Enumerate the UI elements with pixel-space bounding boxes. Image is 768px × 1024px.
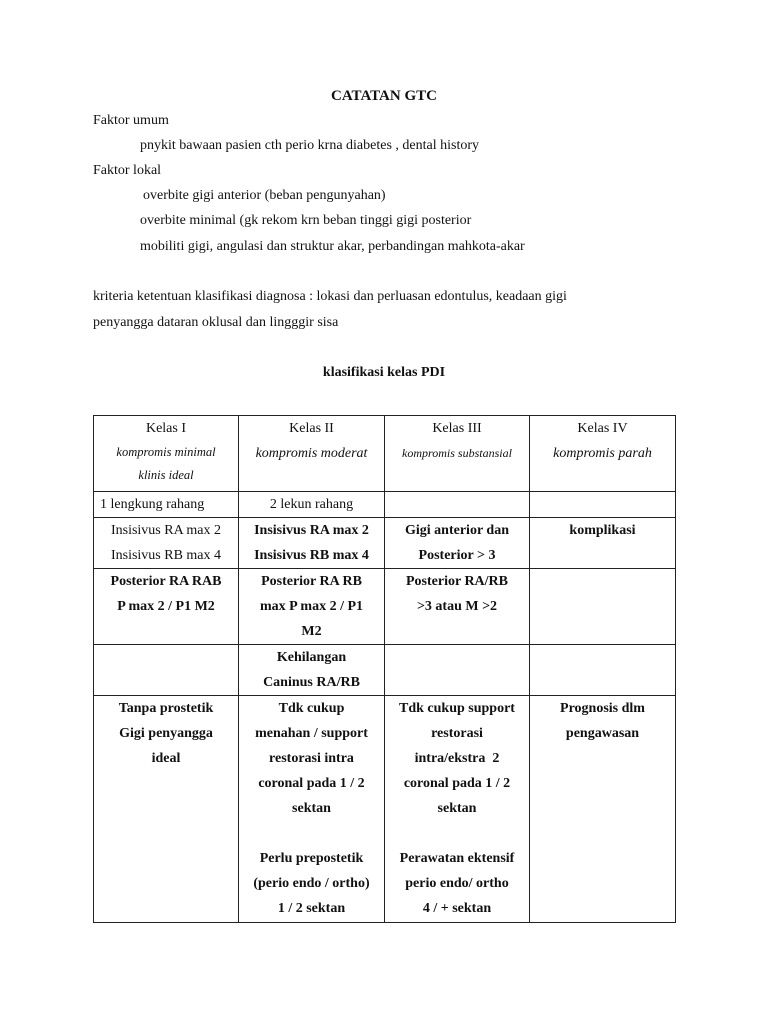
cell-line: menahan / support bbox=[255, 726, 368, 741]
cell-line: Tanpa prostetik bbox=[118, 701, 214, 716]
table-cell bbox=[385, 492, 530, 518]
table-cell bbox=[94, 518, 239, 569]
kelas-subtitle: kompromis minimal bbox=[116, 445, 216, 459]
cell-line: Insisivus RB max 4 bbox=[254, 548, 369, 563]
table-cell bbox=[385, 518, 530, 569]
cell-line: Insisivus RB max 4 bbox=[110, 548, 222, 563]
cell-spacer bbox=[389, 821, 525, 846]
table-row bbox=[94, 696, 676, 923]
kelas-subtitle: kompromis moderat bbox=[255, 446, 368, 461]
cell-line: restorasi intra bbox=[269, 751, 354, 766]
cell-line: coronal pada 1 / 2 bbox=[258, 776, 365, 791]
table-title: klasifikasi kelas PDI bbox=[322, 365, 446, 380]
kelas-subtitle: kompromis parah bbox=[553, 446, 652, 461]
cell-line: Gigi penyangga bbox=[119, 726, 213, 741]
cell-line: M2 bbox=[301, 624, 322, 639]
cell-line: >3 atau M >2 bbox=[416, 599, 498, 614]
cell-line: Posterior > 3 bbox=[418, 548, 496, 563]
table-row bbox=[94, 518, 676, 569]
table-cell bbox=[239, 518, 385, 569]
table-cell bbox=[239, 645, 385, 696]
cell-line: perio endo/ ortho bbox=[405, 876, 509, 891]
cell-line: Caninus RA/RB bbox=[263, 675, 360, 690]
table-cell bbox=[239, 696, 385, 923]
cell-line: intra/ekstra 2 bbox=[414, 751, 500, 766]
kriteria-line: penyangga dataran oklusal dan lingggir sisa bbox=[93, 315, 339, 330]
table-cell bbox=[239, 569, 385, 645]
cell-line: sektan bbox=[292, 801, 331, 816]
cell-line: Prognosis dlm bbox=[560, 701, 645, 716]
kelas-label: Kelas IV bbox=[577, 421, 628, 436]
cell-line: 1 / 2 sektan bbox=[277, 901, 346, 916]
cell-line: max P max 2 / P1 bbox=[259, 599, 364, 614]
table-cell bbox=[385, 645, 530, 696]
kelas-label: Kelas I bbox=[145, 421, 187, 436]
table-row bbox=[94, 492, 676, 518]
table-cell bbox=[94, 569, 239, 645]
table-cell: 2 lekun rahang bbox=[239, 492, 385, 518]
table-header-row bbox=[94, 416, 676, 492]
table-cell bbox=[530, 696, 676, 923]
table-row bbox=[94, 645, 676, 696]
cell-line: Insisivus RA max 2 bbox=[254, 523, 369, 538]
table-cell bbox=[530, 645, 676, 696]
table-cell bbox=[530, 569, 676, 645]
cell-line: Kehilangan bbox=[276, 650, 347, 665]
cell-line: coronal pada 1 / 2 bbox=[403, 776, 511, 791]
kelas-label: Kelas II bbox=[289, 421, 334, 436]
cell-line: Insisivus RA max 2 bbox=[110, 523, 222, 538]
table-cell bbox=[385, 696, 530, 923]
faktor-umum-label: Faktor umum bbox=[93, 113, 169, 128]
cell-spacer bbox=[243, 821, 380, 846]
cell-line: ideal bbox=[151, 751, 181, 766]
kelas-subtitle: klinis ideal bbox=[138, 468, 194, 482]
document-title: CATATAN GTC bbox=[331, 88, 437, 104]
kriteria-line: kriteria ketentuan klasifikasi diagnosa : lokasi dan perluasan edontulus, keadaan gigi bbox=[93, 289, 567, 304]
kelas-subtitle: kompromis substansial bbox=[402, 446, 512, 460]
cell-line: Posterior RA RAB bbox=[110, 574, 222, 589]
faktor-lokal-item: overbite gigi anterior (beban pengunyahan) bbox=[143, 188, 386, 203]
table-cell: 1 lengkung rahang bbox=[94, 492, 239, 518]
cell-line: Tdk cukup bbox=[278, 701, 345, 716]
faktor-lokal-item: overbite minimal (gk rekom krn beban tinggi gigi posterior bbox=[140, 213, 472, 228]
table-cell bbox=[385, 569, 530, 645]
cell-line: Perawatan ektensif bbox=[399, 851, 515, 866]
cell-line: (perio endo / ortho) bbox=[253, 876, 370, 891]
table-cell bbox=[530, 518, 676, 569]
cell-line: P max 2 / P1 M2 bbox=[117, 599, 215, 614]
table-row bbox=[94, 569, 676, 645]
header-cell-kelas-3 bbox=[385, 416, 530, 492]
header-cell-kelas-2 bbox=[239, 416, 385, 492]
table-cell bbox=[530, 492, 676, 518]
cell-line: komplikasi bbox=[569, 523, 636, 538]
cell-line: Gigi anterior dan bbox=[405, 523, 509, 538]
cell-line: 4 / + sektan bbox=[422, 901, 492, 916]
cell-line: Tdk cukup support bbox=[399, 701, 515, 716]
cell-line: Posterior RA/RB bbox=[406, 574, 508, 589]
cell-line: sektan bbox=[437, 801, 477, 816]
cell-line: restorasi bbox=[431, 726, 483, 741]
table-cell bbox=[94, 645, 239, 696]
header-cell-kelas-1 bbox=[94, 416, 239, 492]
cell-line: pengawasan bbox=[565, 726, 640, 741]
pdi-classification-table bbox=[93, 415, 676, 923]
kelas-label: Kelas III bbox=[432, 421, 482, 436]
header-cell-kelas-4 bbox=[530, 416, 676, 492]
faktor-lokal-item: mobiliti gigi, angulasi dan struktur akar, perbandingan mahkota-akar bbox=[140, 239, 525, 254]
faktor-umum-detail: pnykit bawaan pasien cth perio krna diabetes , dental history bbox=[140, 138, 480, 153]
cell-line: Perlu prepostetik bbox=[259, 851, 364, 866]
cell-line: Posterior RA RB bbox=[261, 574, 362, 589]
table-cell bbox=[94, 696, 239, 923]
faktor-lokal-label: Faktor lokal bbox=[93, 163, 162, 178]
